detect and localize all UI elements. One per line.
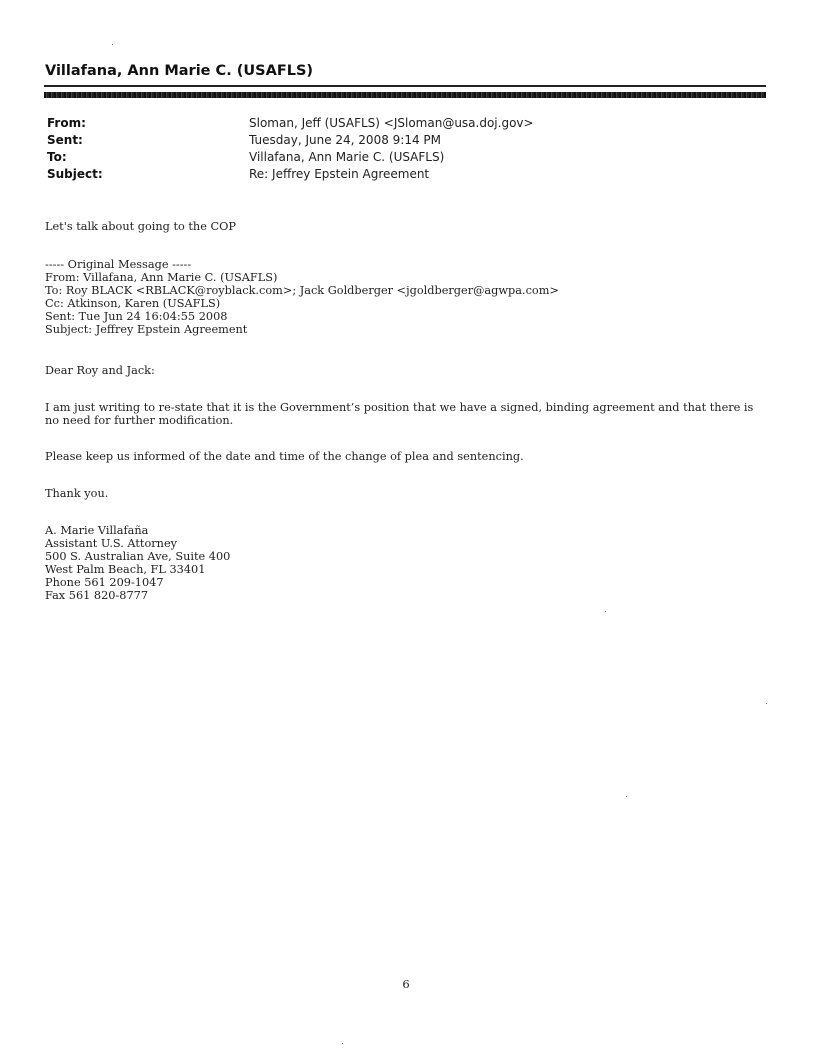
original-from: From: Villafana, Ann Marie C. (USAFLS) [45, 271, 278, 284]
signature-title: Assistant U.S. Attorney [45, 537, 178, 550]
original-sent: Sent: Tue Jun 24 16:04:55 2008 [45, 310, 228, 323]
to-value: Villafana, Ann Marie C. (USAFLS) [249, 150, 445, 164]
subject-label: Subject: [47, 167, 103, 181]
greeting: Dear Roy and Jack: [45, 364, 155, 377]
scan-speck [112, 44, 113, 45]
original-message-marker: ----- Original Message ----- [45, 258, 192, 271]
title-rule [44, 85, 766, 87]
paragraph-1: I am just writing to re-state that it is the Government’s position that we have a signed, binding agreement and that there is no need for further modification. [45, 401, 754, 427]
title-rule-thick [44, 92, 766, 98]
closing: Thank you. [45, 487, 109, 500]
from-value: Sloman, Jeff (USAFLS) <JSloman@usa.doj.gov> [249, 116, 534, 130]
sent-value: Tuesday, June 24, 2008 9:14 PM [249, 133, 441, 147]
signature-name: A. Marie Villafaña [45, 524, 149, 537]
sent-label: Sent: [47, 133, 83, 147]
subject-value: Re: Jeffrey Epstein Agreement [249, 167, 430, 181]
signature-fax: Fax 561 820-8777 [45, 589, 149, 602]
email-owner-title: Villafana, Ann Marie C. (USAFLS) [45, 63, 314, 79]
scan-speck [605, 611, 606, 612]
signature-block [45, 524, 765, 602]
signature-address: 500 S. Australian Ave, Suite 400 [45, 550, 231, 563]
original-subject: Subject: Jeffrey Epstein Agreement [45, 323, 248, 336]
to-label: To: [47, 150, 67, 164]
page-number: 6 [402, 977, 410, 991]
scan-speck [626, 796, 627, 797]
signature-phone: Phone 561 209-1047 [45, 576, 164, 589]
original-to: To: Roy BLACK <RBLACK@royblack.com>; Jack Goldberger <jgoldberger@agwpa.com> [45, 284, 559, 297]
scan-speck [342, 1043, 343, 1044]
signature-city: West Palm Beach, FL 33401 [45, 563, 206, 576]
from-label: From: [47, 116, 86, 130]
reply-text: Let's talk about going to the COP [45, 220, 236, 233]
original-message-block [45, 258, 765, 336]
original-cc: Cc: Atkinson, Karen (USAFLS) [45, 297, 221, 310]
paragraph-2: Please keep us informed of the date and time of the change of plea and sentencing. [45, 450, 524, 463]
scan-speck [766, 703, 767, 704]
